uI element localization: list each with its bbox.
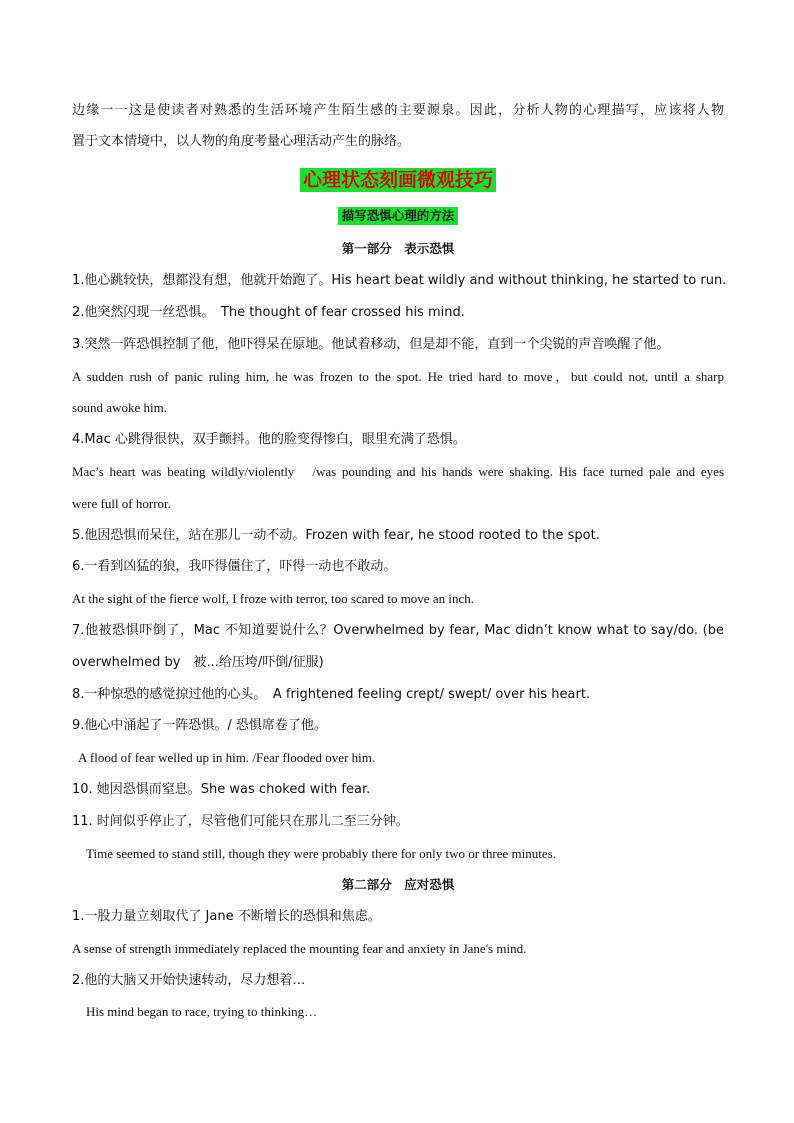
- part1-item-7-a: 7.他被恐惧吓倒了，Mac 不知道要说什么？Overwhelmed by fear, Mac didn’t know what to say/do. (be: [72, 623, 724, 638]
- part2-item-2-en: His mind began to race, trying to thinking…: [86, 1004, 318, 1019]
- part1-item-10: 10. 她因恐惧而窒息。She was choked with fear.: [72, 782, 371, 797]
- part1-item-6: 6.一看到凶猛的狼，我吓得僵住了，吓得一动也不敢动。: [72, 559, 397, 574]
- part2-item-1-en: A sense of strength immediately replaced the mounting fear and anxiety in Jane's mind.: [72, 941, 527, 956]
- section-heading-part1: 第一部分 表示恐惧: [341, 241, 455, 256]
- part1-item-3-en-b: sound awoke him.: [72, 400, 167, 415]
- part1-item-8: 8.一种惊恐的感觉掠过他的心头。 A frightened feeling crept/ swept/ over his heart.: [72, 687, 591, 702]
- title-row: [72, 168, 724, 195]
- intro-line-2: 置于文本情境中，以人物的角度考量心理活动产生的脉络。: [72, 134, 411, 149]
- subtitle-row: [72, 207, 724, 226]
- part2-item-1: 1.一股力量立刻取代了 Jane 不断增长的恐惧和焦虑。: [72, 909, 381, 924]
- part1-item-6-en: At the sight of the fierce wolf, I froze with terror, too scared to move an inch.: [72, 591, 474, 606]
- part1-item-9: 9.他心中涌起了一阵恐惧。/ 恐惧席卷了他。: [72, 718, 327, 733]
- part1-item-5: 5.他因恐惧而呆住，站在那儿一动不动。Frozen with fear, he stood rooted to the spot.: [72, 528, 600, 543]
- part1-item-4-en-b: were full of horror.: [72, 496, 171, 511]
- part1-item-9-en: A flood of fear welled up in him. /Fear flooded over him.: [78, 750, 376, 765]
- page-subtitle: 描写恐惧心理的方法: [338, 207, 459, 225]
- part1-item-4-en-a: Mac’s heart was beating wildly/violently /was pounding and his hands were shaking. His face turned pale and eyes: [72, 464, 724, 479]
- intro-line-1: 边缘一一这是使读者对熟悉的生活环境产生陌生感的主要源泉。因此，分析人物的心理描写，应该将人物: [72, 103, 724, 118]
- part1-item-3-en-a: A sudden rush of panic ruling him, he was frozen to the spot. He tried hard to move，but could not, until a sharp: [72, 369, 724, 384]
- part1-item-2: 2.他突然闪现一丝恐惧。 The thought of fear crossed his mind.: [72, 305, 465, 320]
- part1-item-1: 1.他心跳较快，想都没有想，他就开始跑了。His heart beat wildly and without thinking, he started to run.: [72, 273, 727, 288]
- part2-item-2: 2.他的大脑又开始快速转动，尽力想着…: [72, 973, 306, 988]
- part1-item-11-en: Time seemed to stand still, though they were probably there for only two or three minutes.: [86, 846, 556, 861]
- part1-item-3: 3.突然一阵恐惧控制了他，他吓得呆在原地。他试着移动，但是却不能，直到一个尖锐的声音唤醒了他。: [72, 337, 670, 352]
- part1-item-7-b: overwhelmed by 被...给压垮/吓倒/征服): [72, 655, 324, 670]
- section-heading-part2: 第二部分 应对恐惧: [341, 877, 455, 892]
- part1-item-11: 11. 时间似乎停止了，尽管他们可能只在那儿二至三分钟。: [72, 814, 409, 829]
- page-title: 心理状态刻画微观技巧: [300, 168, 496, 192]
- part1-item-4: 4.Mac 心跳得很快，双手颤抖。他的脸变得惨白，眼里充满了恐惧。: [72, 432, 466, 447]
